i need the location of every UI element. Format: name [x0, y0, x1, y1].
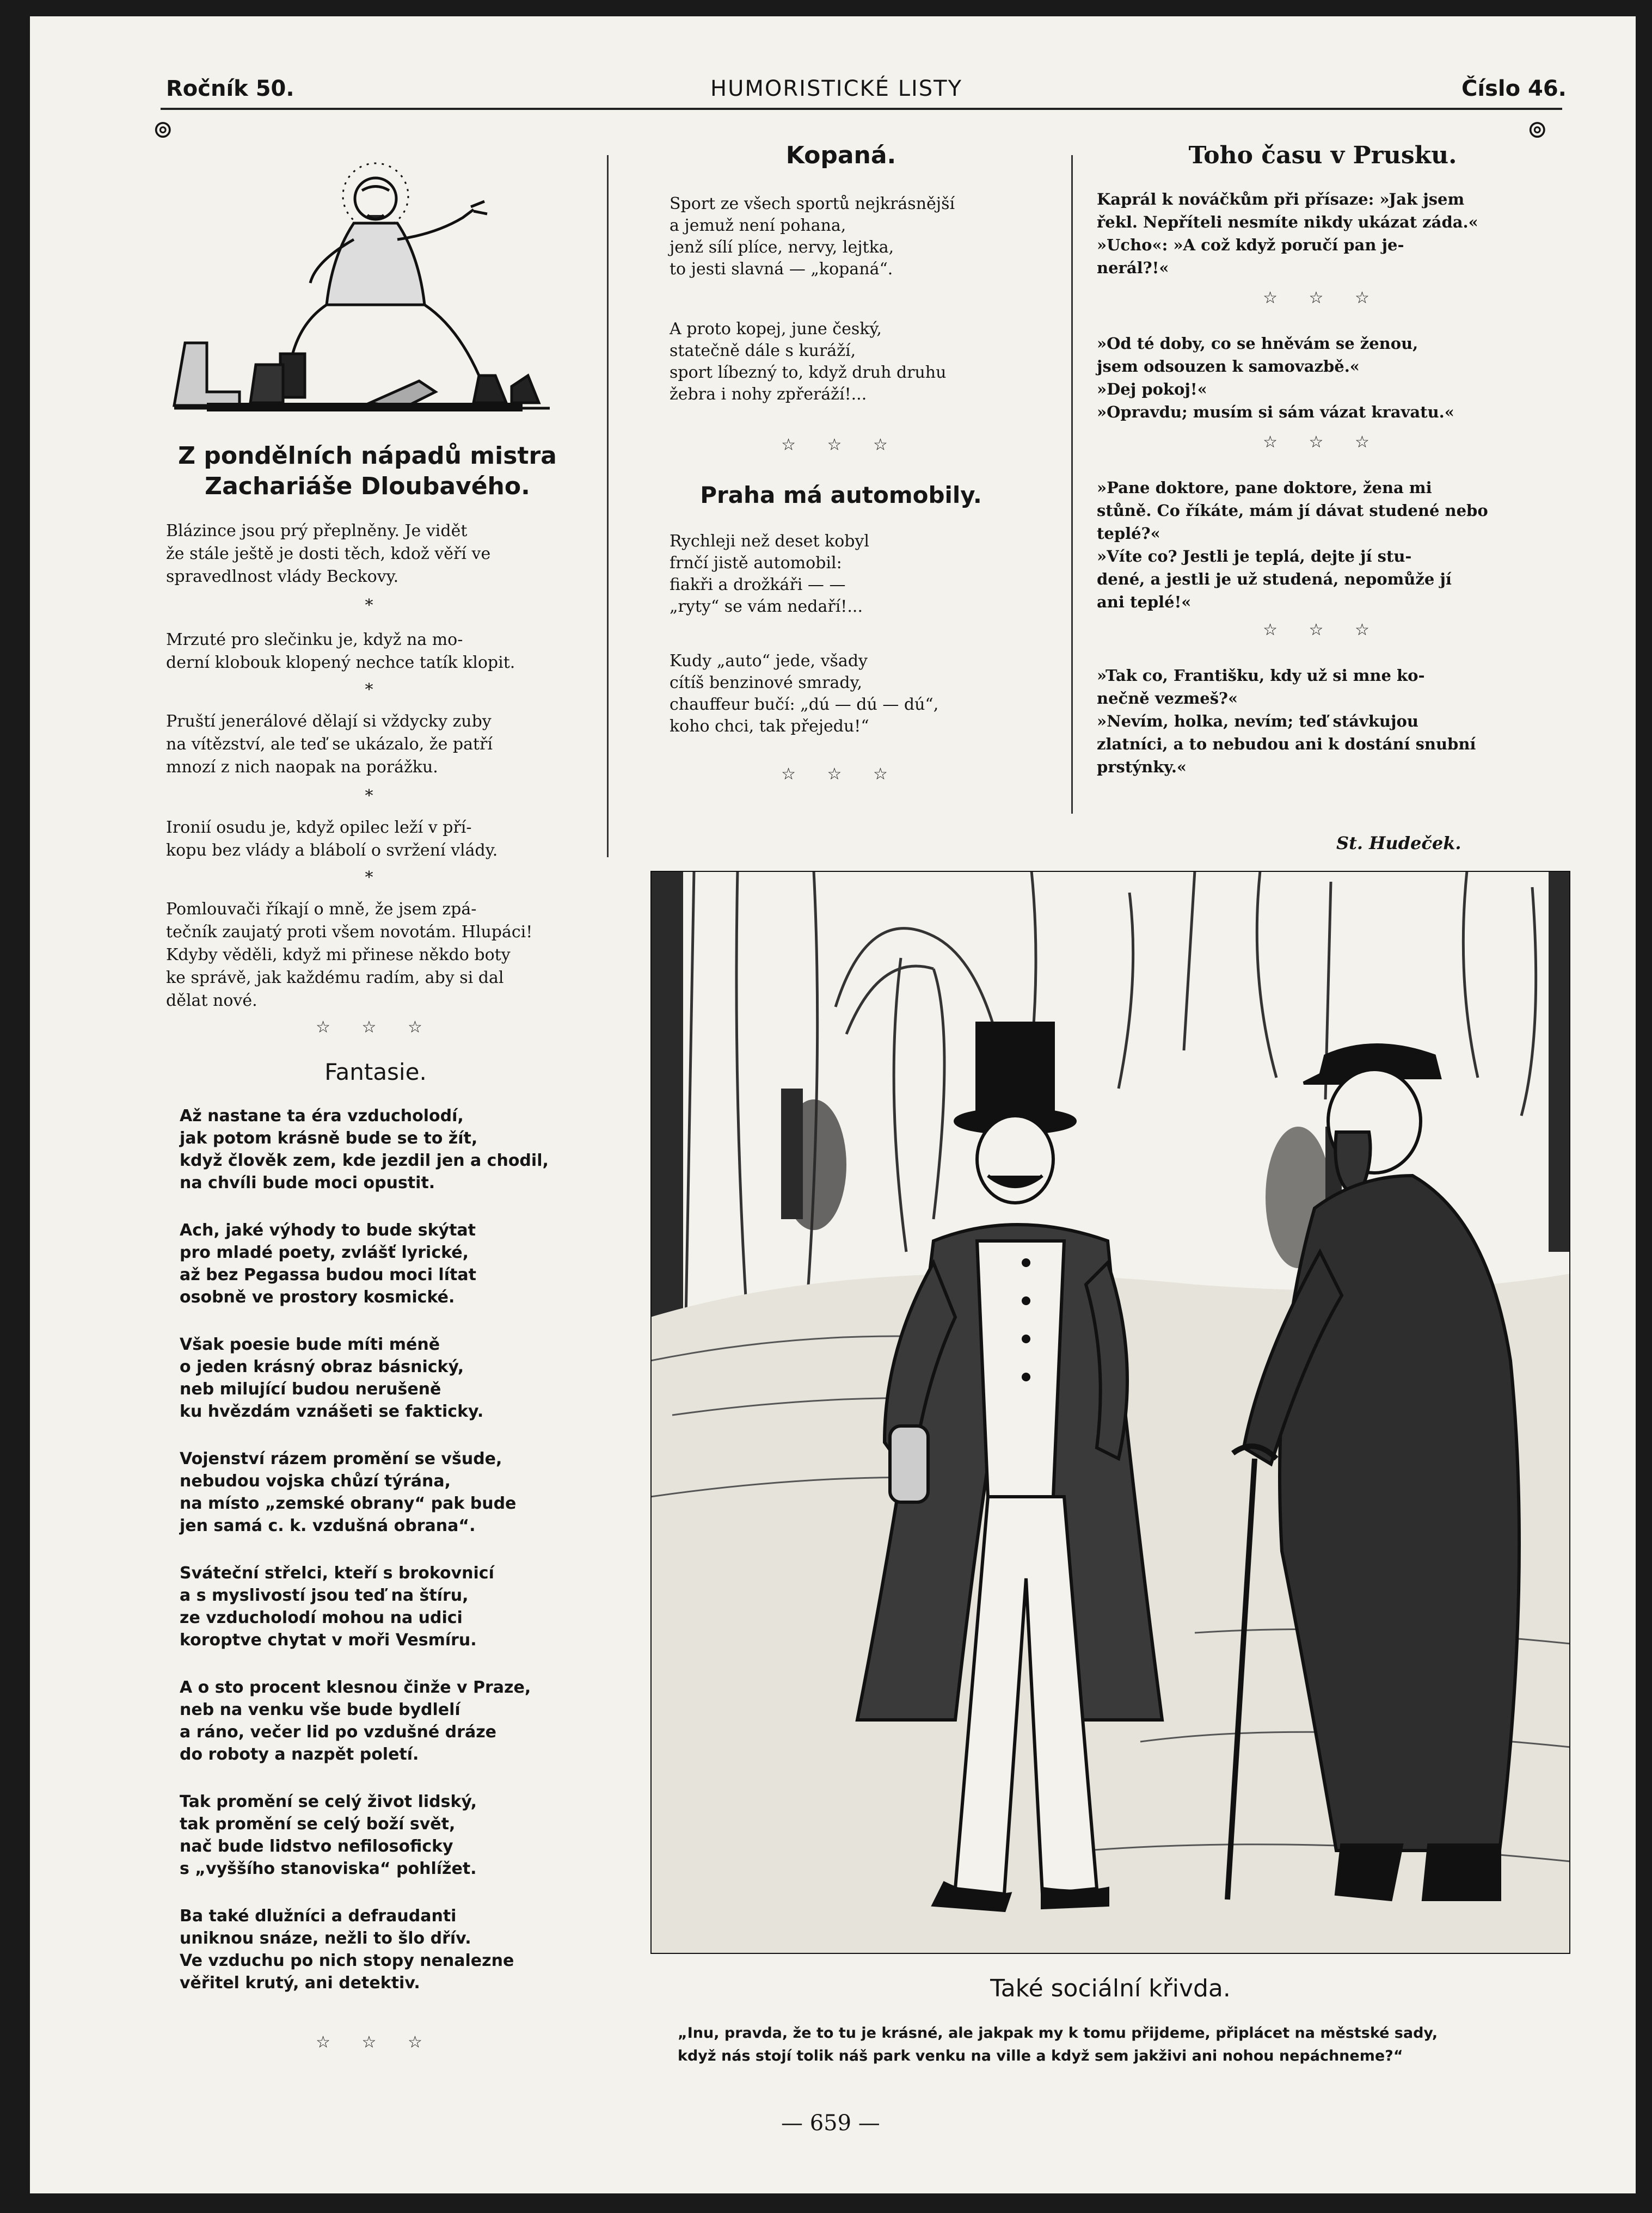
text-line: »Ucho«: »A což když poručí pan je-: [1097, 236, 1404, 254]
poem-line: A proto kopej, june český,: [670, 319, 882, 339]
text-line: tečník zaujatý proti všem novotám. Hlupáci!: [166, 923, 533, 942]
caption-line: „Inu, pravda, že to tu je krásné, ale jakpak my k tomu přijdeme, připlácet na městské sady,: [678, 2025, 1438, 2042]
fantasie-title: Fantasie.: [324, 1059, 427, 1085]
fantasie-stanza-4: [180, 1448, 516, 1537]
prusko-block-2: [1097, 332, 1549, 423]
stars-separator: ☆ ☆ ☆: [1263, 288, 1383, 308]
poem-line: do roboty a nazpět poletí.: [180, 1745, 419, 1764]
poem-line: a jemuž není pohana,: [670, 216, 846, 235]
asterisk-separator: *: [365, 786, 386, 806]
col1-item-4: [166, 816, 585, 862]
text-line: ke správě, jak každému radím, aby si dal: [166, 968, 504, 987]
poem-line: Kudy „auto“ jede, všady: [670, 651, 868, 671]
stars-separator: ☆ ☆ ☆: [316, 2033, 435, 2052]
fantasie-stanza-1: [180, 1105, 549, 1194]
prusko-block-4: [1097, 664, 1549, 778]
text-line: ani teplé!«: [1097, 593, 1192, 611]
poem-line: a s myslivostí jsou teď na štíru,: [180, 1586, 469, 1605]
caption-line: když nás stojí tolik náš park venku na ville a když sem jakživi ani nohou nepáchneme?“: [678, 2048, 1403, 2064]
asterisk-separator: *: [365, 596, 386, 615]
kopana-stanza-1: [670, 193, 955, 280]
poem-line: cítíš benzinové smrady,: [670, 673, 863, 692]
poem-line: s „vyššího stanoviska“ pohlížet.: [180, 1859, 477, 1878]
poem-line: pro mladé poety, zvlášť lyrické,: [180, 1243, 469, 1262]
praha-stanza-2: [670, 650, 938, 737]
poem-line: věřitel krutý, ani detektiv.: [180, 1974, 420, 1993]
poem-line: žebra i nohy zpřeráží!...: [670, 385, 867, 404]
poem-line: Vojenství rázem promění se všude,: [180, 1449, 502, 1468]
text-line: teplé?«: [1097, 524, 1160, 543]
author-signature: St. Hudeček.: [1336, 833, 1461, 853]
poem-line: tak promění se celý boží svět,: [180, 1815, 456, 1834]
kopana-stanza-2: [670, 318, 946, 405]
poem-line: nač bude lidstvo nefilosoficky: [180, 1837, 453, 1856]
text-line: nečně vezmeš?«: [1097, 689, 1238, 708]
fantasie-stanza-3: [180, 1333, 483, 1423]
poem-line: jenž sílí plíce, nervy, lejtka,: [670, 238, 894, 257]
poem-line: Až nastane ta éra vzducholodí,: [180, 1106, 464, 1126]
header-rule: [161, 108, 1562, 110]
text-line: »Opravdu; musím si sám vázat kravatu.«: [1097, 403, 1454, 421]
poem-line: ku hvězdám vznášeti se fakticky.: [180, 1402, 484, 1421]
poem-line: neb na venku vše bude bydlelí: [180, 1700, 460, 1719]
poem-line: o jeden krásný obraz básnický,: [180, 1357, 464, 1376]
asterisk-separator: *: [365, 868, 386, 887]
text-line: dené, a jestli je už studená, nepomůže jí: [1097, 570, 1452, 588]
cartoon-illustration: [650, 871, 1570, 1954]
poem-line: neb milující budou nerušeně: [180, 1380, 441, 1399]
poem-line: uniknou snáze, nežli to šlo dřív.: [180, 1929, 471, 1948]
col1-item-5: [166, 898, 585, 1012]
text-line: »Nevím, holka, nevím; teď stávkujou: [1097, 712, 1418, 730]
column-rule-1: [607, 155, 609, 857]
poem-line: až bez Pegassa budou moci lítat: [180, 1265, 476, 1284]
poem-line: Ba také dlužníci a defraudanti: [180, 1907, 457, 1926]
fantasie-stanza-2: [180, 1219, 476, 1308]
left-ornament-icon: ⊚: [152, 114, 174, 144]
poem-line: jak potom krásně bude se to žít,: [180, 1129, 478, 1148]
poem-line: na chvíli bude moci opustit.: [180, 1173, 435, 1192]
prusko-block-1: [1097, 188, 1549, 279]
poem-line: koho chci, tak přejedu!“: [670, 717, 869, 736]
poem-line: Sport ze všech sportů nejkrásnější: [670, 194, 955, 213]
stars-separator: ☆ ☆ ☆: [1263, 433, 1383, 452]
cartoon-title: Také sociální křivda.: [990, 1975, 1231, 2002]
text-line: dělat nové.: [166, 991, 257, 1010]
col1-item-2: [166, 629, 585, 674]
poem-line: koroptve chytat v moři Vesmíru.: [180, 1631, 477, 1650]
praha-stanza-1: [670, 531, 869, 618]
text-line: řekl. Nepříteli nesmíte nikdy ukázat záda.«: [1097, 213, 1478, 231]
text-line: Pruští jenerálové dělají si vždycky zuby: [166, 712, 492, 731]
text-line: Mrzuté pro slečinku je, když na mo-: [166, 630, 463, 649]
text-line: Pomlouvači říkají o mně, že jsem zpá-: [166, 900, 477, 919]
poem-line: ze vzducholodí mohou na udici: [180, 1608, 463, 1627]
poem-line: chauffeur bučí: „dú — dú — dú“,: [670, 695, 939, 714]
col1-item-3: [166, 710, 585, 779]
poem-line: osobně ve prostory kosmické.: [180, 1288, 455, 1307]
text-line: nerál?!«: [1097, 259, 1169, 277]
poem-line: fiakři a drožkáři — —: [670, 575, 846, 594]
poem-line: nebudou vojska chůzí týrána,: [180, 1472, 451, 1491]
text-line: Ironií osudu je, když opilec leží v pří-: [166, 818, 472, 837]
poem-line: statečně dále s kuráží,: [670, 341, 856, 360]
prusko-title: Toho času v Prusku.: [1188, 142, 1457, 169]
col1-item-1: [166, 520, 585, 588]
cartoon-caption: [678, 2022, 1570, 2068]
text-line: že stále ještě je dosti těch, kdož věří ve: [166, 544, 491, 563]
text-line: »Tak co, Františku, kdy už si mne ko-: [1097, 666, 1425, 685]
text-line: Kaprál k nováčkům při přísaze: »Jak jsem: [1097, 190, 1465, 208]
text-line: kopu bez vlády a blábolí o svržení vlády.: [166, 841, 498, 860]
text-line: stůně. Co říkáte, mám jí dávat studené nebo: [1097, 501, 1488, 520]
issue-label: Číslo 46.: [1461, 76, 1567, 101]
col1-title: [144, 441, 591, 502]
stars-separator: ☆ ☆ ☆: [316, 1018, 435, 1037]
stars-separator: ☆ ☆ ☆: [781, 765, 901, 784]
poem-line: a ráno, večer lid po vzdušné dráze: [180, 1723, 496, 1742]
col1-title-line: Zachariáše Dloubavého.: [205, 472, 530, 500]
text-line: »Dej pokoj!«: [1097, 380, 1207, 398]
praha-title: Praha má automobily.: [700, 482, 982, 508]
text-line: spravedlnost vlády Beckovy.: [166, 567, 399, 586]
text-line: mnozí z nich naopak na porážku.: [166, 758, 438, 777]
stars-separator: ☆ ☆ ☆: [1263, 620, 1383, 640]
text-line: prstýnky.«: [1097, 758, 1187, 776]
text-line: zlatníci, a to nebudou ani k dostání snubní: [1097, 735, 1476, 753]
magazine-title: HUMORISTICKÉ LISTY: [710, 76, 963, 101]
fantasie-stanza-5: [180, 1562, 494, 1651]
text-line: derní klobouk klopený nechce tatík klopit.: [166, 653, 515, 672]
poem-line: Ach, jaké výhody to bude skýtat: [180, 1221, 476, 1240]
poem-line: to jesti slavná — „kopaná“.: [670, 260, 893, 279]
cobbler-illustration: [152, 147, 572, 419]
poem-line: Tak promění se celý život lidský,: [180, 1792, 477, 1811]
poem-line: na místo „zemské obrany“ pak bude: [180, 1494, 517, 1513]
text-line: Blázince jsou prý přeplněny. Je vidět: [166, 521, 468, 540]
text-line: jsem odsouzen k samovazbě.«: [1097, 357, 1360, 376]
poem-line: Však poesie bude míti méně: [180, 1335, 440, 1354]
poem-line: když člověk zem, kde jezdil jen a chodil,: [180, 1151, 549, 1170]
text-line: na vítězství, ale teď se ukázalo, že patří: [166, 735, 493, 754]
text-line: »Od té doby, co se hněvám se ženou,: [1097, 334, 1418, 353]
stars-separator: ☆ ☆ ☆: [781, 435, 901, 454]
poem-line: frnčí jistě automobil:: [670, 554, 842, 573]
kopana-title: Kopaná.: [785, 142, 896, 169]
poem-line: A o sto procent klesnou činže v Praze,: [180, 1678, 531, 1697]
asterisk-separator: *: [365, 680, 386, 699]
text-line: »Pane doktore, pane doktore, žena mi: [1097, 478, 1432, 497]
poem-line: sport líbezný to, když druh druhu: [670, 363, 947, 382]
fantasie-stanza-6: [180, 1676, 531, 1766]
poem-line: jen samá c. k. vzdušná obrana“.: [180, 1516, 476, 1535]
text-line: »Víte co? Jestli je teplá, dejte jí stu-: [1097, 547, 1412, 565]
col1-title-line: Z pondělních nápadů mistra: [178, 442, 557, 470]
newspaper-page: [30, 16, 1636, 2193]
column-rule-2: [1071, 155, 1073, 814]
prusko-block-3: [1097, 476, 1549, 613]
fantasie-stanza-8: [180, 1905, 514, 1994]
text-line: Kdyby věděli, když mi přinese někdo boty: [166, 945, 511, 964]
volume-label: Ročník 50.: [166, 76, 294, 101]
poem-line: Rychleji než deset kobyl: [670, 532, 870, 551]
poem-line: „ryty“ se vám nedaří!...: [670, 597, 863, 616]
right-ornament-icon: ⊚: [1527, 114, 1548, 144]
page-number: — 659 —: [781, 2111, 880, 2136]
poem-line: Sváteční střelci, kteří s brokovnicí: [180, 1564, 494, 1583]
poem-line: Ve vzduchu po nich stopy nenalezne: [180, 1951, 514, 1970]
fantasie-stanza-7: [180, 1791, 477, 1880]
